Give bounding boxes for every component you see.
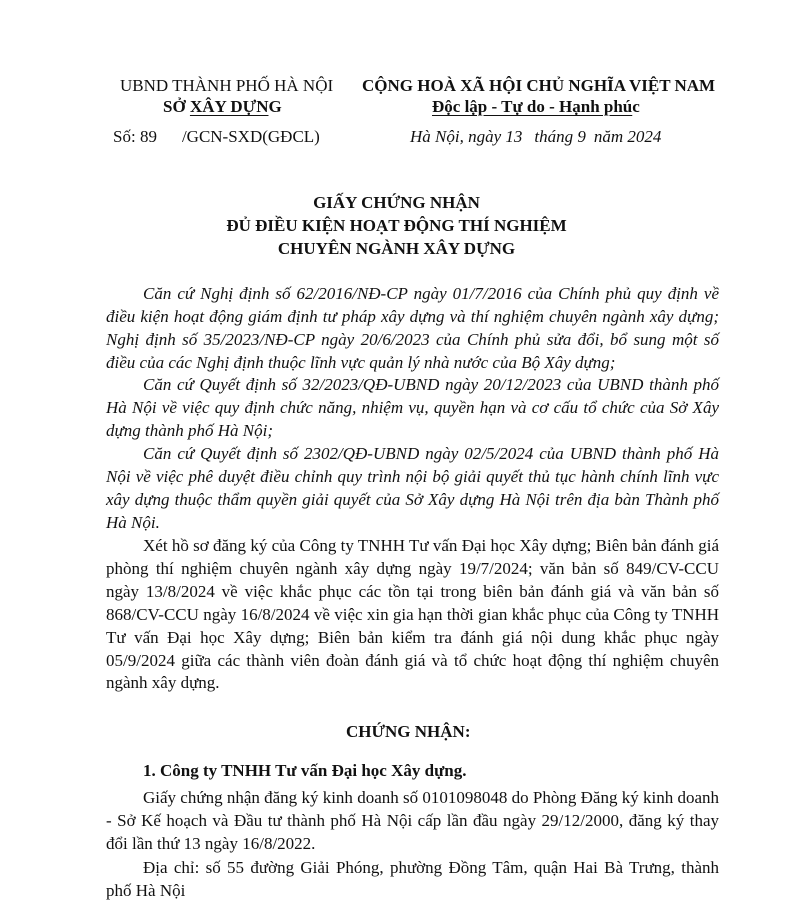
issuer-department <box>163 97 282 117</box>
national-title: CỘNG HOÀ XÃ HỘI CHỦ NGHĨA VIỆT NAM <box>362 76 716 95</box>
date-prefix: Hà Nội, ngày <box>410 127 502 146</box>
issue-date <box>410 127 661 147</box>
date-day: 13 <box>505 127 523 146</box>
date-year: 2024 <box>627 127 662 146</box>
number-value: 89 <box>139 127 157 146</box>
issuer-department-pre: SỞ <box>163 97 190 116</box>
address-paragraph: Địa chỉ: số 55 đường Giải Phóng, phường Đồng Tâm, quận Hai Bà Trưng, thành phố Hà Nội <box>106 858 719 900</box>
national-motto <box>432 97 640 117</box>
item-1-heading: 1. Công ty TNHH Tư vấn Đại học Xây dựng. <box>143 761 467 780</box>
date-month: 9 <box>577 127 586 146</box>
national-motto-post: c <box>632 97 640 116</box>
legal-basis-3: Căn cứ Quyết định số 2302/QĐ-UBND ngày 02/5/2024 của UBND thành phố Hà Nội về việc phê duyệt điều chỉnh quy trình nội bộ giải quyết thủ tục hành chính lĩnh vực xây dựng thuộc thẩm quyền giải quyết của Sở Xây dựng Hà Nội trên địa bàn Thành phố Hà Nội. <box>106 444 719 532</box>
legal-basis-1: Căn cứ Nghị định số 62/2016/NĐ-CP ngày 01/7/2016 của Chính phủ quy định về điều kiện hoạt động giám định tư pháp xây dựng và thí nghiệm chuyên ngành xây dựng; Nghị định số 35/2023/NĐ-CP ngày 20/6/2023 của Chính phủ sửa đổi, bổ sung một số điều của các Nghị định thuộc lĩnh vực quản lý nhà nước của Bộ Xây dựng; <box>106 284 719 372</box>
certify-heading: CHỨNG NHẬN: <box>346 722 471 741</box>
number-suffix: /GCN-SXD(GĐCL) <box>181 127 320 146</box>
date-year-label: năm <box>593 127 624 146</box>
number-label: Số: <box>113 127 136 146</box>
consideration-paragraph: Xét hồ sơ đăng ký của Công ty TNHH Tư vấn Đại học Xây dựng; Biên bản đánh giá phòng thí nghiệm chuyên ngành xây dựng ngày 19/7/2024; văn bản số 849/CV-CCU ngày 13/8/2024 về việc khắc phục các tồn tại trong biên bản đánh giá và văn bản số 868/CV-CCU ngày 16/8/2024 về việc xin gia hạn thời gian khắc phục của Công ty TNHH Tư vấn Đại học Xây dựng; Biên bản kiểm tra đánh giá nội dung khắc phục ngày 05/9/2024 giữa các thành viên đoàn đánh giá và tổ chức hoạt động thí nghiệm chuyên ngành xây dựng. <box>106 536 719 693</box>
legal-basis-2: Căn cứ Quyết định số 32/2023/QĐ-UBND ngày 20/12/2023 của UBND thành phố Hà Nội về việc quy định chức năng, nhiệm vụ, quyền hạn và cơ cấu tổ chức của Sở Xây dựng thành phố Hà Nội; <box>106 375 719 440</box>
certificate-subtitle-1: ĐỦ ĐIỀU KIỆN HOẠT ĐỘNG THÍ NGHIỆM <box>226 216 567 235</box>
certificate-subtitle-2: CHUYÊN NGÀNH XÂY DỰNG <box>277 239 516 258</box>
date-month-label: tháng <box>534 127 574 146</box>
certificate-title: GIẤY CHỨNG NHẬN <box>313 193 480 212</box>
issuer-authority: UBND THÀNH PHỐ HÀ NỘI <box>120 76 334 95</box>
document-number <box>113 127 320 147</box>
issuer-department-underlined: XÂY DỰN <box>189 97 269 116</box>
business-registration: Giấy chứng nhận đăng ký kinh doanh số 0101098048 do Phòng Đăng ký kinh doanh - Sở Kế hoạch và Đầu tư thành phố Hà Nội cấp lần đầu ngày 29/12/2000, đăng ký thay đổi lần thứ 13 ngày 16/8/2022. <box>106 788 719 853</box>
national-motto-underlined: Độc lập - Tự do - Hạnh phú <box>432 97 633 116</box>
issuer-department-post: G <box>268 97 282 116</box>
